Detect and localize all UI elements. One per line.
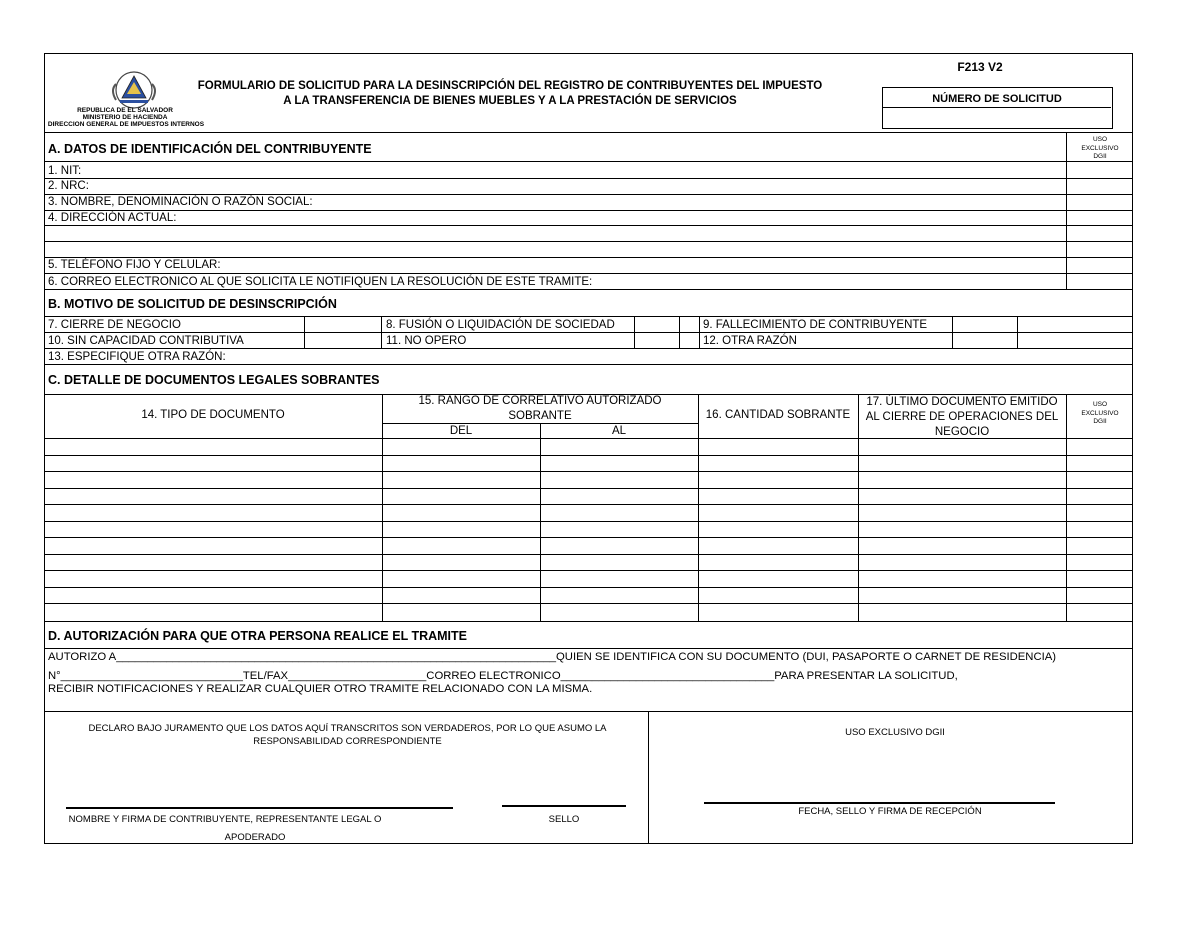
checkbox-fallecimiento[interactable] [952, 316, 1017, 332]
col-header-al: AL [611, 425, 627, 437]
col-header-ultimo-line1: 17. ÚLTIMO DOCUMENTO EMITIDO [866, 396, 1058, 408]
signature-label-line2: APODERADO [224, 832, 286, 843]
uso-exclusivo-c: USO EXCLUSIVO DGII [1081, 401, 1119, 425]
field-correo-label: 6. CORREO ELECTRONICO AL QUE SOLICITA LE NOTIFIQUEN LA RESOLUCIÓN DE ESTE TRAMITE: [48, 276, 593, 288]
logo-text-ministerio: MINISTERIO DE HACIENDA [82, 114, 168, 121]
field-nrc-input[interactable] [96, 179, 1056, 193]
recepcion-label: FECHA, SELLO Y FIRMA DE RECEPCIÓN [798, 806, 982, 817]
other-reason-label: 13. ESPECIFIQUE OTRA RAZÓN: [48, 351, 226, 363]
checkbox-otra-razon[interactable] [952, 332, 1017, 348]
checkbox-cierre-negocio[interactable] [304, 316, 381, 332]
option-fallecimiento: 9. FALLECIMIENTO DE CONTRIBUYENTE [703, 319, 928, 331]
col-header-ultimo-line2: AL CIERRE DE OPERACIONES DEL [865, 411, 1059, 423]
declaration-line1: DECLARO BAJO JURAMENTO QUE LOS DATOS AQUÍ TRANSCRITOS SON VERDADEROS, POR LO QUE ASUMO LA [88, 723, 607, 734]
col-header-ultimo-line3: NEGOCIO [934, 426, 990, 438]
field-correo-input[interactable] [624, 275, 1060, 288]
option-cierre-negocio: 7. CIERRE DE NEGOCIO [48, 319, 181, 331]
numero-solicitud-box [882, 87, 1113, 129]
checkbox-no-opero[interactable] [634, 332, 679, 348]
authorization-line3: RECIBIR NOTIFICACIONES Y REALIZAR CUALQUIER OTRO TRAMITE RELACIONADO CON LA MISMA. [48, 683, 593, 695]
col-header-rango-line1: 15. RANGO DE CORRELATIVO AUTORIZADO [418, 395, 662, 407]
recepcion-line[interactable] [704, 802, 1055, 804]
field-nit-input[interactable] [92, 163, 1052, 177]
sello-label: SELLO [548, 814, 580, 825]
section-a-title: A. DATOS DE IDENTIFICACIÓN DEL CONTRIBUYENTE [48, 142, 372, 156]
declaration-line2: RESPONSABILIDAD CORRESPONDIENTE [253, 736, 442, 747]
field-telefono-label: 5. TELÉFONO FIJO Y CELULAR: [48, 259, 221, 271]
authorization-line2[interactable]: N°_____________________________TEL/FAX______________________CORREO ELECTRONICO__________________________________PARA PRESENTAR LA SOLICITUD, [48, 670, 958, 682]
field-nombre-input[interactable] [330, 195, 1060, 209]
logo-text-dgii: DIRECCION GENERAL DE IMPUESTOS INTERNOS [47, 121, 205, 128]
col-header-tipo-documento: 14. TIPO DE DOCUMENTO [141, 409, 285, 421]
field-direccion-label: 4. DIRECCIÓN ACTUAL: [48, 212, 177, 224]
other-reason-input[interactable] [240, 350, 1120, 363]
numero-solicitud-input[interactable] [887, 110, 1107, 124]
field-telefono-input[interactable] [236, 258, 1056, 272]
option-otra-razon: 12. OTRA RAZÓN [703, 335, 797, 347]
form-title-line1: FORMULARIO DE SOLICITUD PARA LA DESINSCRIPCIÓN DEL REGISTRO DE CONTRIBUYENTES DEL IMPUESTO [197, 80, 823, 92]
numero-solicitud-label: NÚMERO DE SOLICITUD [932, 93, 1062, 105]
form-code: F213 V2 [957, 60, 1003, 74]
uso-exclusivo-a: USO EXCLUSIVO DGII [1081, 136, 1119, 160]
col-header-rango-line2: SOBRANTE [508, 410, 572, 422]
signature-label-line1: NOMBRE Y FIRMA DE CONTRIBUYENTE, REPRESENTANTE LEGAL O [68, 814, 382, 825]
col-header-del: DEL [449, 425, 473, 437]
field-nrc-label: 2. NRC: [48, 180, 89, 192]
uso-exclusivo-dgii: USO EXCLUSIVO DGII [845, 727, 945, 738]
section-c-title: C. DETALLE DE DOCUMENTOS LEGALES SOBRANTES [48, 373, 380, 387]
signature-line[interactable] [66, 807, 453, 809]
option-sin-capacidad: 10. SIN CAPACIDAD CONTRIBUTIVA [48, 335, 244, 347]
documents-table-body[interactable] [44, 438, 1066, 621]
form-title-line2: A LA TRANSFERENCIA DE BIENES MUEBLES Y A LA PRESTACIÓN DE SERVICIOS [283, 95, 737, 107]
field-nombre-label: 3. NOMBRE, DENOMINACIÓN O RAZÓN SOCIAL: [48, 196, 313, 208]
checkbox-fusion-liquidacion[interactable] [634, 316, 679, 332]
field-nit-label: 1. NIT: [48, 165, 82, 177]
numero-solicitud-divider [883, 107, 1111, 108]
section-b-title: B. MOTIVO DE SOLICITUD DE DESINSCRIPCIÓN [48, 297, 337, 311]
field-direccion-input[interactable] [190, 211, 1060, 225]
option-fusion-liquidacion: 8. FUSIÓN O LIQUIDACIÓN DE SOCIEDAD [386, 319, 615, 331]
authorization-line1[interactable]: AUTORIZO A______________________________________________________________________QUIEN SE IDENTIFICA CON SU DOCUMENTO (DUI, PASAPORTE O CARNET DE RESIDENCIA) [48, 651, 1057, 663]
checkbox-sin-capacidad[interactable] [304, 332, 381, 348]
sello-line[interactable] [502, 805, 626, 807]
coat-of-arms-logo [104, 70, 164, 110]
col-header-cantidad: 16. CANTIDAD SOBRANTE [705, 409, 851, 421]
option-no-opero: 11. NO OPERO [386, 335, 467, 347]
section-d-title: D. AUTORIZACIÓN PARA QUE OTRA PERSONA REALICE EL TRAMITE [48, 629, 467, 643]
logo-text-republica: REPUBLICA DE EL SALVADOR [77, 107, 173, 114]
